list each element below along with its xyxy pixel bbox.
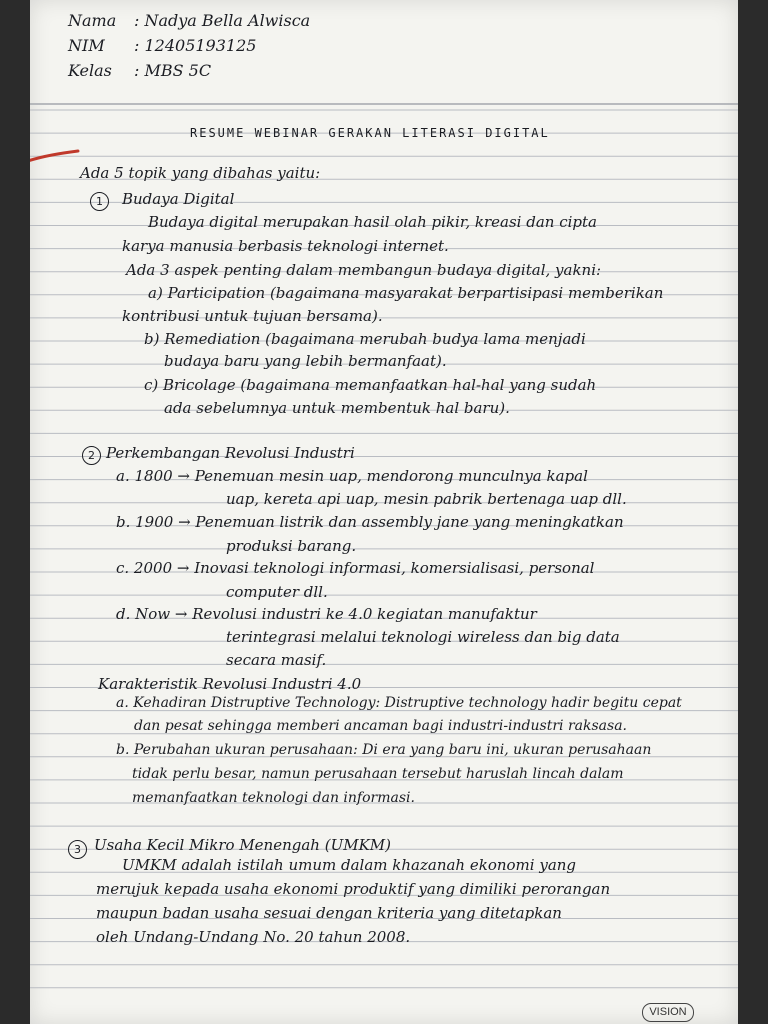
section-1-heading: Budaya Digital bbox=[122, 190, 235, 208]
nama-label: Nama bbox=[68, 11, 117, 30]
kelas-value: : MBS 5C bbox=[134, 61, 212, 80]
section-2-line: b. 1900 → Penemuan listrik dan assembly jane yang meningkatkan bbox=[116, 513, 624, 531]
section-3-line: maupun badan usaha sesuai dengan kriteria yang ditetapkan bbox=[96, 904, 562, 922]
section-2-line: dan pesat sehingga memberi ancaman bagi industri-industri raksasa. bbox=[134, 718, 627, 734]
section-3-line: merujuk kepada usaha ekonomi produktif yang dimiliki perorangan bbox=[96, 880, 611, 898]
section-2-line: secara masif. bbox=[226, 651, 327, 669]
section-1-line: b) Remediation (bagaimana merubah budya lama menjadi bbox=[144, 330, 586, 348]
section-2-line: b. Perubahan ukuran perusahaan: Di era yang baru ini, ukuran perusahaan bbox=[116, 742, 652, 758]
section-1-number: 1 bbox=[90, 192, 109, 211]
page-title: RESUME WEBINAR GERAKAN LITERASI DIGITAL bbox=[190, 126, 550, 140]
red-mark bbox=[30, 147, 86, 167]
section-2-line: c. 2000 → Inovasi teknologi informasi, komersialisasi, personal bbox=[116, 559, 595, 577]
section-1-line: c) Bricolage (bagaimana memanfaatkan hal-hal yang sudah bbox=[144, 376, 597, 394]
section-1-line: budaya baru yang lebih bermanfaat). bbox=[164, 352, 447, 370]
section-2-line: a. 1800 → Penemuan mesin uap, mendorong munculnya kapal bbox=[116, 467, 588, 485]
nim-value: : 12405193125 bbox=[134, 36, 257, 55]
section-3-line: oleh Undang-Undang No. 20 tahun 2008. bbox=[96, 928, 411, 946]
kelas-label: Kelas bbox=[68, 61, 112, 80]
nama-value: : Nadya Bella Alwisca bbox=[134, 11, 311, 30]
section-1-line: Budaya digital merupakan hasil olah pikir, kreasi dan cipta bbox=[148, 213, 597, 231]
section-2-line: a. Kehadiran Distruptive Technology: Distruptive technology hadir begitu cepat bbox=[116, 695, 682, 711]
section-2-number: 2 bbox=[82, 446, 101, 465]
section-3-number: 3 bbox=[68, 840, 87, 859]
notebook-page bbox=[30, 0, 738, 1024]
section-2-heading: Perkembangan Revolusi Industri bbox=[106, 444, 355, 462]
section-1-line: Ada 3 aspek penting dalam membangun budaya digital, yakni: bbox=[126, 261, 602, 279]
nim-label: NIM bbox=[68, 36, 105, 55]
section-1-line: ada sebelumnya untuk membentuk hal baru). bbox=[164, 399, 510, 417]
section-2-line: tidak perlu besar, namun perusahaan tersebut haruslah lincah dalam bbox=[132, 766, 624, 782]
section-1-line: a) Participation (bagaimana masyarakat berpartisipasi memberikan bbox=[148, 284, 664, 302]
section-2-line: d. Now → Revolusi industri ke 4.0 kegiatan manufaktur bbox=[116, 605, 537, 623]
section-1-line: karya manusia berbasis teknologi internet. bbox=[122, 237, 449, 255]
vision-logo: VISION bbox=[642, 1003, 694, 1022]
karakteristik-heading: Karakteristik Revolusi Industri 4.0 bbox=[98, 675, 362, 693]
section-2-line: uap, kereta api uap, mesin pabrik bertenaga uap dll. bbox=[226, 490, 627, 508]
section-2-line: terintegrasi melalui teknologi wireless dan big data bbox=[226, 628, 620, 646]
section-2-line: memanfaatkan teknologi dan informasi. bbox=[132, 790, 415, 806]
section-3-line: UMKM adalah istilah umum dalam khazanah ekonomi yang bbox=[122, 856, 577, 874]
section-2-line: produksi barang. bbox=[226, 537, 357, 555]
intro-line: Ada 5 topik yang dibahas yaitu: bbox=[80, 164, 321, 182]
section-1-line: kontribusi untuk tujuan bersama). bbox=[122, 307, 383, 325]
section-3-heading: Usaha Kecil Mikro Menengah (UMKM) bbox=[94, 836, 391, 854]
section-2-line: computer dll. bbox=[226, 583, 328, 601]
